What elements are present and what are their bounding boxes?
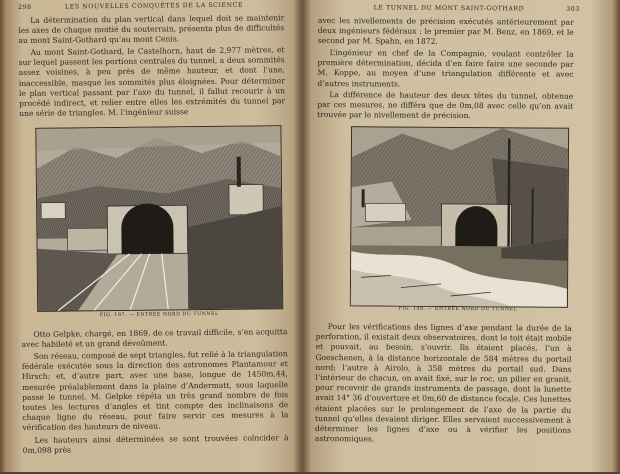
left-paragraph-2: Au mont Saint-Gothard, le Castelhorn, haut de 2,977 mètres, et sur lequel passent les portions centrales du tunnel, a deux sommités assez voisines, à peu près de même hauteur, et dont l’une, inaccessible, masque les sommités plus éloignées. Pour déterminer le plan vertical passant par l’axe du tunnel, il fallut recourir à un procédé indirect, et relier entre elles les extrémités du tunnel par une série de triangles. M. l’ingénieur suisse — [18, 45, 286, 119]
right-paragraph-1: avec les nivellements de précision exécutés antérieurement par deux ingénieurs fédéraux : le premier par M. Benz, en 1869, et le second par M. Spahn, en 1872. — [317, 15, 574, 47]
left-page — [18, 0, 295, 472]
left-page-number: 298 — [18, 3, 32, 11]
right-figure-caption: FIG. 198. — ENTRÉE NORD DU TUNNEL — [398, 306, 518, 313]
right-paragraph-3: La différence de hauteur des deux têtes du tunnel, obtenue par ces mesures, ne différa que de 0m,08 avec celle qu’on avait trouvée par le nivellement de précision. — [317, 90, 574, 121]
left-paragraph-5: Les hauteurs ainsi déterminées se sont trouvées coïncider à 0m,098 près — [22, 433, 289, 456]
right-running-title: LE TUNNEL DU MONT SAINT-GOTHARD — [373, 4, 525, 13]
right-page — [315, 0, 580, 474]
left-figure-caption: FIG. 197. — ENTRÉE NORD DU TUNNEL — [99, 311, 219, 319]
tunnel-portal-engraving — [351, 127, 568, 307]
left-paragraph-4: Son réseau, composé de sept triangles, fut relié à la triangulation fédérale exécutée sous la direction des astronomes Plantamour et Hirsch; et, d’autre part, avec une base, longue de 1450m,44, mesurée préalablement dans la plaine d’Andermatt, sous laquelle passe le tunnel. M. Gelpke répéta un très grand nombre de fois toutes les lectures d’angles et tint compte des inclinaisons de chaque ligne du réseau, pour faire servir ces mesures à la vérification des hauteurs de niveau. — [21, 349, 289, 433]
left-paragraph-3: Otto Gelpke, chargé, en 1869, de ce travail difficile, s’en acquitta avec habileté et un grand dévoûment. — [21, 327, 288, 350]
tunnel-north-entrance-engraving — [36, 126, 282, 311]
left-running-title: LES NOUVELLES CONQUÊTES DE LA SCIENCE — [64, 1, 244, 11]
left-figure-engraving — [35, 125, 283, 312]
right-paragraph-2: L’ingénieur en chef de la Compagnie, voulant contrôler la première détermination, décida d’en faire faire une seconde par M. Koppe, au moyen d’une triangulation différente et avec d’autres instruments. — [317, 48, 574, 89]
left-running-head — [18, 1, 290, 11]
left-paragraph-1: La détermination du plan vertical dans lequel doit se maintenir les axes de chaque moitié du souterrain, présenta plus de difficultés au mont Saint-Gothard qu’au mont Cenis. — [18, 13, 285, 46]
right-figure-engraving — [350, 126, 569, 308]
right-paragraph-4: Pour les vérifications des lignes d’axe pendant la durée de la perforation, il existait deux observatoires, dont le toit était mobile et pouvait, au besoin, s’ouvrir. Ils étaient placés, l’un à Goeschenen, à la distance horizontale de 584 mètres du portail nord; l’autre à Airolo, à 358 mètres du portail sud. Dans l’intérieur de chacun, on avait fixé, sur le roc, un pilier en granit, pour recevoir de grands instruments de passage, dont la lunette avait 14° 36 d’ouverture et 0m,60 de distance focale. Ces lunettes étaient placées sur le prolongement de l’axe de la partie du tunnel qu’elles devaient diriger. Elles servaient successivement à déterminer les lignes d’axe ou à vérifier les positions astronomiques. — [314, 322, 572, 444]
right-running-head — [318, 4, 580, 13]
book-gutter — [294, 0, 310, 472]
right-page-number: 303 — [566, 5, 580, 13]
